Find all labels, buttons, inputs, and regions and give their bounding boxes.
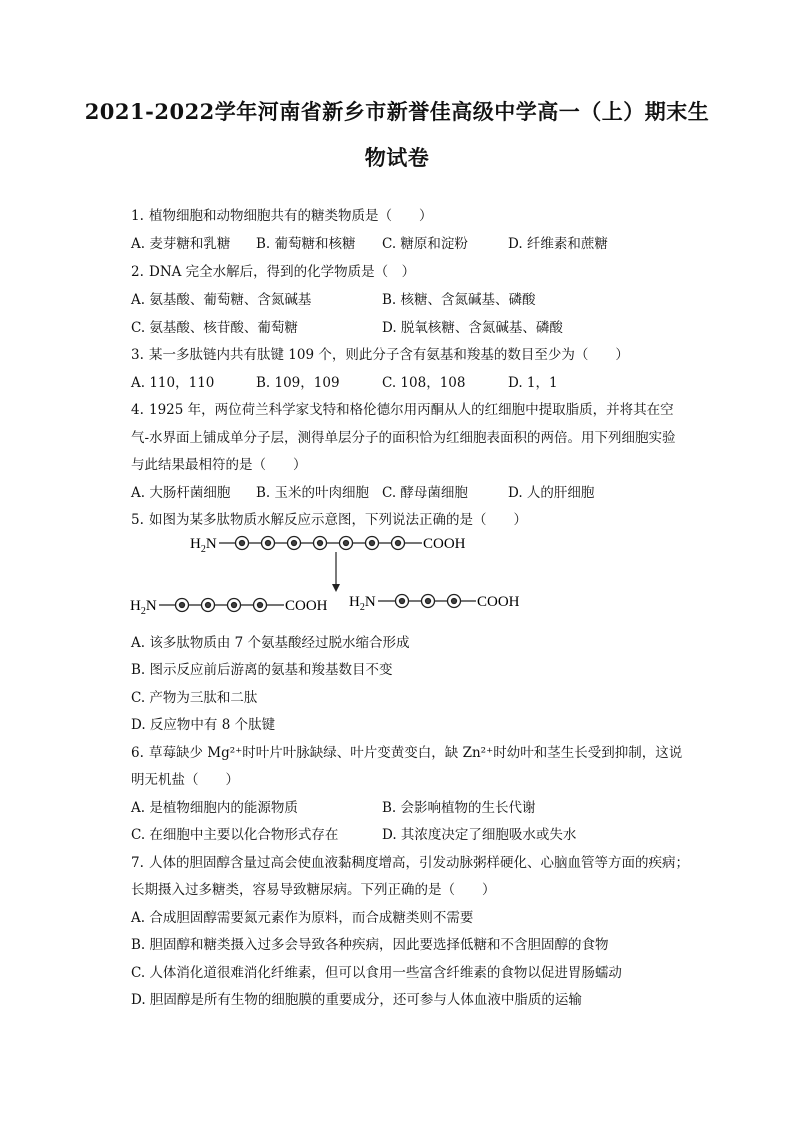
option-c: C. 产物为三肽和二肽 bbox=[131, 690, 258, 706]
reactant-chain bbox=[190, 536, 466, 555]
exam-title-line2: 物试卷 bbox=[364, 145, 430, 170]
question-1 bbox=[131, 204, 433, 224]
option-d: D. 人的肝细胞 bbox=[508, 485, 595, 501]
question-stem: DNA 完全水解后，得到的化学物质是（ ） bbox=[149, 264, 416, 280]
residue-circles bbox=[236, 537, 405, 550]
question-stem-line: 长期摄入过多糖类，容易导致糖尿病。下列正确的是（ ） bbox=[131, 882, 496, 898]
question-stem: 植物细胞和动物细胞共有的糖类物质是（ ） bbox=[149, 208, 433, 224]
option-c: C. 在细胞中主要以化合物形式存在 bbox=[131, 827, 339, 843]
question-number: 7. bbox=[131, 855, 144, 871]
product-chain-1 bbox=[130, 598, 328, 617]
option-b: B. 会影响植物的生长代谢 bbox=[382, 800, 536, 816]
option-d: D. 其浓度决定了细胞吸水或失水 bbox=[382, 827, 577, 843]
question-stem: 某一多肽链内共有肽键 109 个，则此分子含有氨基和羧基的数目至少为（ ） bbox=[149, 347, 629, 363]
question-stem-line: 人体的胆固醇含量过高会使血液黏稠度增高，引发动脉粥样硬化、心脑血管等方面的疾病； bbox=[149, 855, 689, 871]
question-2 bbox=[131, 260, 415, 280]
option-d: D. 1，1 bbox=[508, 375, 558, 391]
amino-group-label: $H_2N$ bbox=[190, 536, 217, 555]
option-a: A. 该多肽物质由 7 个氨基酸经过脱水缩合形成 bbox=[131, 635, 410, 651]
amino-group-label: $H_2N$ bbox=[130, 598, 157, 617]
option-b: B. 胆固醇和糖类摄入过多会导致各种疾病，因此要选择低糖和不含胆固醇的食物 bbox=[131, 937, 609, 953]
question-6 bbox=[131, 741, 682, 761]
option-b: B. 玉米的叶肉细胞 bbox=[256, 485, 370, 501]
question-stem-line: 1925 年，两位荷兰科学家戈特和格伦德尔用丙酮从人的红细胞中提取脂质，并将其在空 bbox=[149, 402, 674, 418]
option-a: A. 110，110 bbox=[131, 375, 215, 391]
option-a: A. 氨基酸、葡萄糖、含氮碱基 bbox=[131, 292, 312, 308]
carboxyl-group-label: COOH bbox=[477, 594, 520, 610]
option-b: B. 核糖、含氮碱基、磷酸 bbox=[382, 292, 536, 308]
option-d: D. 反应物中有 8 个肽键 bbox=[131, 717, 276, 733]
option-a: A. 合成胆固醇需要氮元素作为原料，而合成糖类则不需要 bbox=[131, 910, 474, 926]
option-c: C. 人体消化道很难消化纤维素，但可以食用一些富含纤维素的食物以促进胃肠蠕动 bbox=[131, 965, 622, 981]
option-d: D. 脱氧核糖、含氮碱基、磷酸 bbox=[382, 320, 563, 336]
question-number: 5. bbox=[131, 512, 144, 528]
option-b: B. 葡萄糖和核糖 bbox=[256, 236, 356, 252]
option-c: C. 108，108 bbox=[382, 375, 466, 391]
question-stem-line: 与此结果最相符的是（ ） bbox=[131, 457, 307, 473]
option-a: A. 是植物细胞内的能源物质 bbox=[131, 800, 298, 816]
exam-title-line1: 2021-2022学年河南省新乡市新誉佳高级中学高一（上）期末生 bbox=[84, 99, 710, 124]
question-number: 4. bbox=[131, 402, 144, 418]
option-c: C. 氨基酸、核苷酸、葡萄糖 bbox=[131, 320, 298, 336]
polypeptide-hydrolysis-diagram bbox=[0, 528, 794, 628]
option-b: B. 109，109 bbox=[256, 375, 340, 391]
question-4 bbox=[131, 398, 674, 418]
reaction-arrow bbox=[332, 552, 340, 592]
question-stem-line: 气-水界面上铺成单分子层，测得单层分子的面积恰为红细胞表面积的两倍。用下列细胞实验 bbox=[131, 430, 676, 446]
option-c: C. 糖原和淀粉 bbox=[382, 236, 468, 252]
question-number: 1. bbox=[131, 208, 144, 224]
question-stem-line: 明无机盐（ ） bbox=[131, 772, 239, 788]
product-chain-2 bbox=[349, 594, 520, 613]
carboxyl-group-label: COOH bbox=[423, 536, 466, 552]
question-stem: 如图为某多肽物质水解反应示意图，下列说法正确的是（ ） bbox=[149, 512, 527, 528]
carboxyl-group-label: COOH bbox=[285, 598, 328, 614]
option-d: D. 纤维素和蔗糖 bbox=[508, 236, 608, 252]
option-a: A. 麦芽糖和乳糖 bbox=[131, 236, 231, 252]
option-a: A. 大肠杆菌细胞 bbox=[131, 485, 231, 501]
question-5 bbox=[131, 508, 527, 528]
question-number: 3. bbox=[131, 347, 144, 363]
question-3 bbox=[131, 343, 629, 363]
question-number: 6. bbox=[131, 745, 144, 761]
option-d: D. 胆固醇是所有生物的细胞膜的重要成分，还可参与人体血液中脂质的运输 bbox=[131, 992, 582, 1008]
question-7 bbox=[131, 851, 689, 871]
option-b: B. 图示反应前后游离的氨基和羧基数目不变 bbox=[131, 662, 393, 678]
amino-group-label: $H_2N$ bbox=[349, 594, 376, 613]
question-number: 2. bbox=[131, 264, 144, 280]
option-c: C. 酵母菌细胞 bbox=[382, 485, 468, 501]
question-stem-line: 草莓缺少 Mg²⁺时叶片叶脉缺绿、叶片变黄变白，缺 Zn²⁺时幼叶和茎生长受到抑制，这说 bbox=[149, 745, 683, 761]
